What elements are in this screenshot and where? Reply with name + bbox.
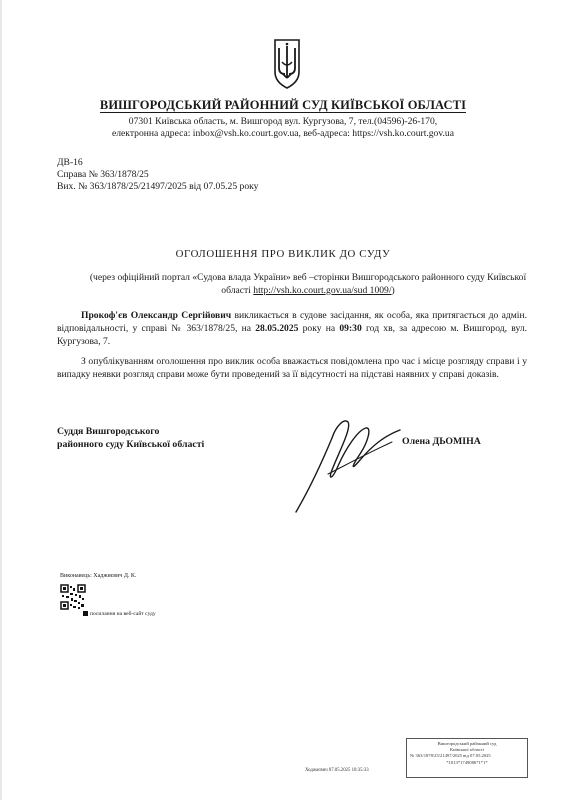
publication-note-text: (через офіційний портал «Судова влада України» веб –сторінки Вишгородського районного суду Київської області bbox=[89, 272, 527, 296]
judge-title-line2: районного суду Київської області bbox=[57, 439, 205, 450]
stamp-line-1: Вишгородський районний суд bbox=[437, 741, 497, 746]
notice-title: ОГОЛОШЕННЯ ПРО ВИКЛИК ДО СУДУ bbox=[175, 248, 391, 260]
doc-code: ДВ-16 bbox=[57, 157, 83, 168]
judge-name: Олена ДЬОМІНА bbox=[402, 436, 481, 447]
registration-stamp bbox=[406, 738, 528, 778]
coat-of-arms-icon bbox=[272, 38, 302, 90]
summons-paragraph bbox=[57, 309, 527, 348]
court-site-link[interactable]: http://vsh.ko.court.gov.ua/sud 1009/ bbox=[253, 284, 392, 296]
executor: Виконавець: Хаджиєвич Д. К. bbox=[60, 573, 137, 579]
hearing-date: 28.05.2025 bbox=[255, 323, 299, 334]
judge-title-line1: Суддя Вишгородського bbox=[57, 426, 160, 437]
handwritten-signature bbox=[288, 408, 406, 520]
publication-note-close: ) bbox=[391, 284, 395, 296]
summons-text: викликається в судове засідання, як особа, яка притягається до адмін. відповідальності, у справі № 363/1878/25, на bbox=[57, 310, 527, 334]
stamp-barcode-text: *1013*1749086*1*1* bbox=[446, 759, 488, 765]
stamp-line-3: № 363/1878/25/21497/2025 від 07.05.2025 bbox=[410, 753, 491, 759]
defendant-name: Прокоф'єв Олександр Сергійович bbox=[81, 310, 232, 321]
court-name bbox=[0, 98, 566, 113]
judge-title bbox=[57, 425, 204, 451]
summons-address: год хв, за адресою м. Вишгород, вул. Кургузова, 7. bbox=[57, 323, 528, 347]
small-square-icon bbox=[83, 611, 88, 616]
qr-note: посилання на веб-сайт суду bbox=[90, 611, 156, 617]
created-timestamp: Ходжаєвич 07.05.2025 10:35:33 bbox=[305, 768, 369, 773]
qr-code-icon[interactable] bbox=[60, 584, 86, 610]
court-contacts: електронна адреса: inbox@vsh.ko.court.gov.ua, веб-адреса: https://vsh.ko.court.gov.ua bbox=[112, 128, 454, 139]
publication-note bbox=[88, 272, 528, 297]
stamp-line-2: Київської області bbox=[450, 747, 484, 753]
court-address: 07301 Київська область, м. Вишгород вул. Кургузова, 7, тел.(04596)-26-170, bbox=[128, 116, 438, 127]
outgoing-number: Вих. № 363/1878/25/21497/2025 від 07.05.25 року bbox=[57, 181, 259, 192]
summons-year-at: року на bbox=[302, 323, 336, 334]
hearing-time: 09:30 bbox=[339, 323, 362, 334]
court-name-text: ВИШГОРОДСЬКИЙ РАЙОННИЙ СУД КИЇВСЬКОЇ ОБЛАСТІ bbox=[99, 98, 467, 112]
case-number: Справа № 363/1878/25 bbox=[57, 169, 149, 180]
consequence-paragraph: З опублікуванням оголошення про виклик особа вважається повідомлена про час і місце розгляду справи і у випадку неявки розгляд справи може бути проведений за її відсутності на підставі наявних у справі доказів. bbox=[57, 356, 527, 380]
